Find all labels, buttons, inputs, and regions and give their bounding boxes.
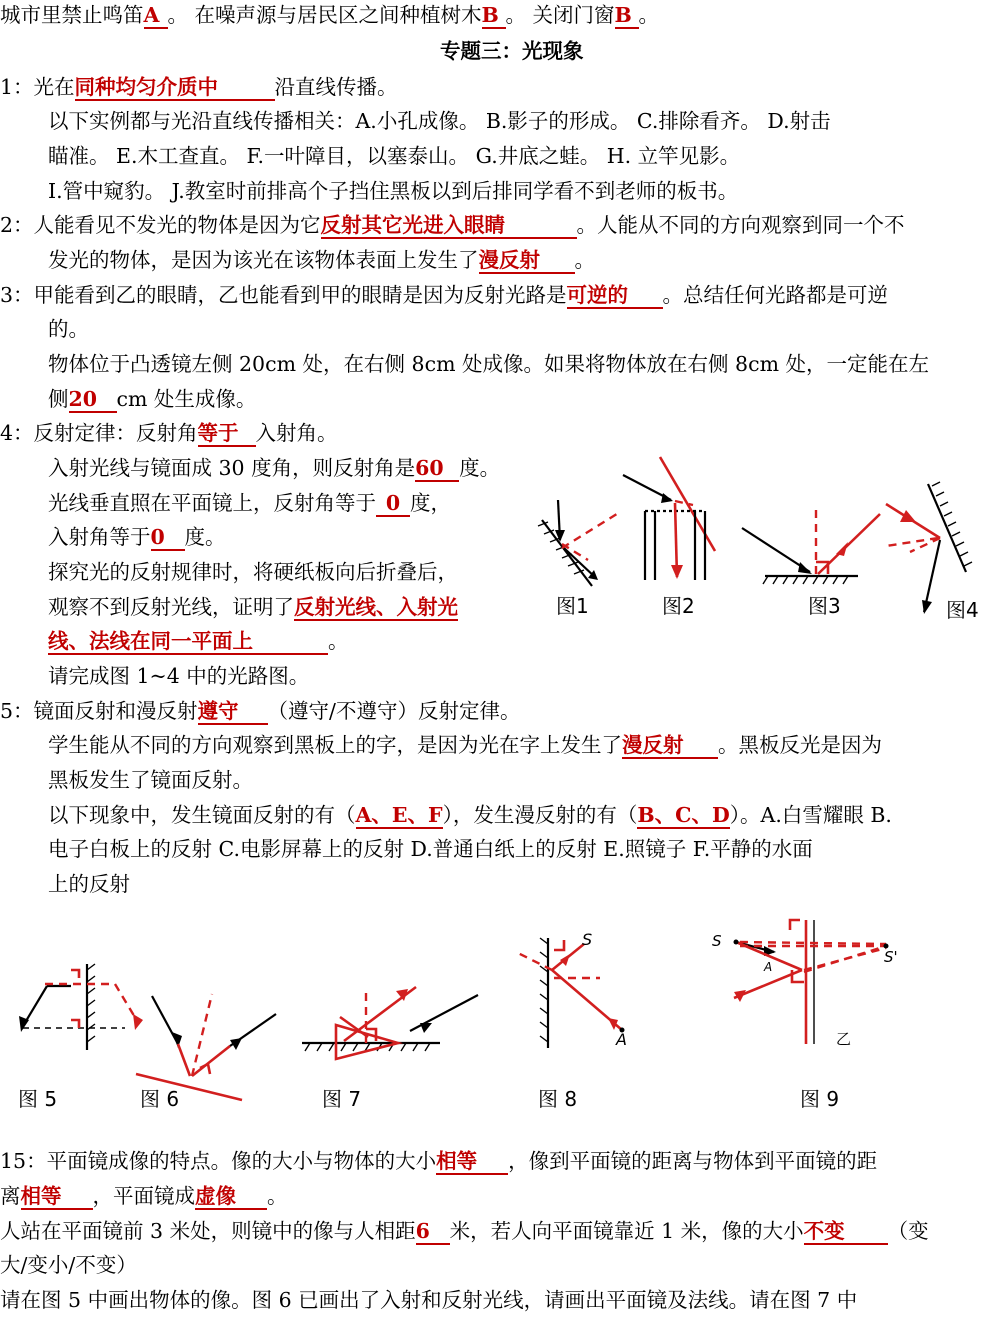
section-title: 专题三：光现象 [440,39,584,63]
answer-blank: 反射光线、入射光 [294,595,458,619]
answer-blank: 虚像 [195,1184,267,1210]
figure-4 [880,480,980,610]
q4-line4: 入射角等于0 度。 [48,525,226,549]
label-s-fig8: S [582,930,593,949]
line-noise: 城市里禁止鸣笛A 。 在噪声源与居民区之间种植树木B 。 关闭门窗B 。 [0,3,660,27]
caption-fig6: 图 6 [140,1087,180,1111]
answer-blank: 20 [69,387,117,413]
answer-blank: A、E、F [355,803,443,827]
q15-line4: 大/变小/不变） [0,1253,137,1277]
figure-7 [300,985,445,1065]
q3-line3: 物体位于凸透镜左侧 20cm 处，在右侧 8cm 处成像。如果将物体放在右侧 8cm 处，一定能在左 [48,352,930,376]
label-a-fig8: A [616,1030,627,1049]
answer-blank: 遵守 [198,699,268,725]
caption-fig7: 图 7 [322,1087,362,1111]
q15-line5: 请在图 5 中画出物体的像。图 6 已画出了入射和反射光线，请画出平面镜及法线。请在图 7 中 [0,1288,858,1312]
answer-blank: 漫反射 [479,248,575,274]
answer-blank: 不变 [804,1219,888,1245]
answer-blank: 0 [376,491,410,517]
q1-line3: 瞄准。 E.木工查直。 F.一叶障目，以塞泰山。 G.井底之蛙。 H. 立竿见影。 [48,144,741,168]
q5-line3: 黑板发生了镜面反射。 [48,768,253,792]
q5-line4: 以下现象中，发生镜面反射的有（A、E、F），发生漫反射的有（B、C、D）。A.白雪耀眼 B. [48,803,892,827]
answer-blank: 0 [151,525,185,551]
answer-blank: B [482,3,506,29]
answer-blank: B、C、D [637,803,730,827]
q4-line2: 入射光线与镜面成 30 度角，则反射角是60 度。 [48,456,501,480]
answer-blank: 漫反射 [622,733,718,759]
q4-line6: 观察不到反射光线，证明了反射光线、入射光 [48,595,458,619]
q2-line1: 2：人能看见不发光的物体是因为它反射其它光进入眼睛 。人能从不同的方向观察到同一个不 [0,213,905,237]
caption-fig1: 图1 [556,594,589,618]
figure-3 [740,500,890,590]
answer-blank: 同种均匀介质中 [75,75,275,101]
answer-blank: 相等 [436,1149,508,1175]
caption-fig4: 图4 [946,598,979,622]
q15-line3: 人站在平面镜前 3 米处，则镜中的像与人相距6 米，若人向平面镜靠近 1 米，像的大小不变 （变 [0,1219,929,1243]
q15-line2: 离相等 ，平面镜成虚像 。 [0,1184,288,1208]
q5-line1: 5：镜面反射和漫反射遵守 （遵守/不遵守）反射定律。 [0,699,521,723]
q4-line8: 请完成图 1~4 中的光路图。 [48,664,310,688]
figure-2 [615,455,725,585]
answer-blank: 可逆的 [567,283,663,309]
answer-blank: 相等 [21,1184,93,1210]
label-a-fig9: A [764,960,773,974]
caption-fig2: 图2 [662,594,695,618]
q1-line1: 1：光在同种均匀介质中 沿直线传播。 [0,75,398,99]
caption-fig8: 图 8 [538,1087,578,1111]
label-yi-fig9: 乙 [836,1030,852,1048]
answer-blank: A [144,3,168,29]
q4-line7: 线、法线在同一平面上 。 [48,629,349,653]
q4-line5: 探究光的反射规律时，将硬纸板向后折叠后， [48,560,458,584]
answer-blank: 反射其它光进入眼睛 [321,213,577,239]
figure-1 [530,500,610,600]
label-s-fig9: S [712,932,722,950]
caption-fig3: 图3 [808,594,841,618]
q5-line5: 电子白板上的反射 C.电影屏幕上的反射 D.普通白纸上的反射 E.照镜子 F.平静的水面 [48,837,813,861]
q3-line4: 侧20 cm 处生成像。 [48,387,257,411]
q3-line1: 3：甲能看到乙的眼睛，乙也能看到甲的眼睛是因为反射光路是可逆的 。总结任何光路都是可逆 [0,283,889,307]
caption-fig9: 图 9 [800,1087,840,1111]
answer-blank: B [615,3,639,29]
answer-blank: 6 [416,1219,450,1245]
caption-fig5: 图 5 [18,1087,58,1111]
figure-6 [130,970,250,1100]
q4-line3: 光线垂直照在平面镜上，反射角等于 0 度， [48,491,451,515]
answer-blank: 60 [415,456,459,482]
label-sprime-fig9: S' [884,948,898,966]
q5-line2: 学生能从不同的方向观察到黑板上的字，是因为光在字上发生了漫反射 。黑板反光是因为 [48,733,882,757]
q1-line4: I.管中窥豹。 J.教室时前排高个子挡住黑板以到后排同学看不到老师的板书。 [48,179,739,203]
q4-line1: 4：反射定律：反射角等于 入射角。 [0,421,338,445]
answer-blank: 等于 [198,421,256,447]
q1-line2: 以下实例都与光沿直线传播相关：A.小孔成像。 B.影子的形成。 C.排除看齐。 D.射击 [48,109,831,133]
q3-line2: 的。 [48,317,89,341]
figure-9 [700,920,900,1050]
q2-line2: 发光的物体，是因为该光在该物体表面上发生了漫反射 。 [48,248,595,272]
answer-blank: 线、法线在同一平面上 [48,629,328,655]
q15-line1: 15：平面镜成像的特点。像的大小与物体的大小相等 ，像到平面镜的距离与物体到平面镜的距 [0,1149,878,1173]
q5-line6: 上的反射 [48,872,130,896]
